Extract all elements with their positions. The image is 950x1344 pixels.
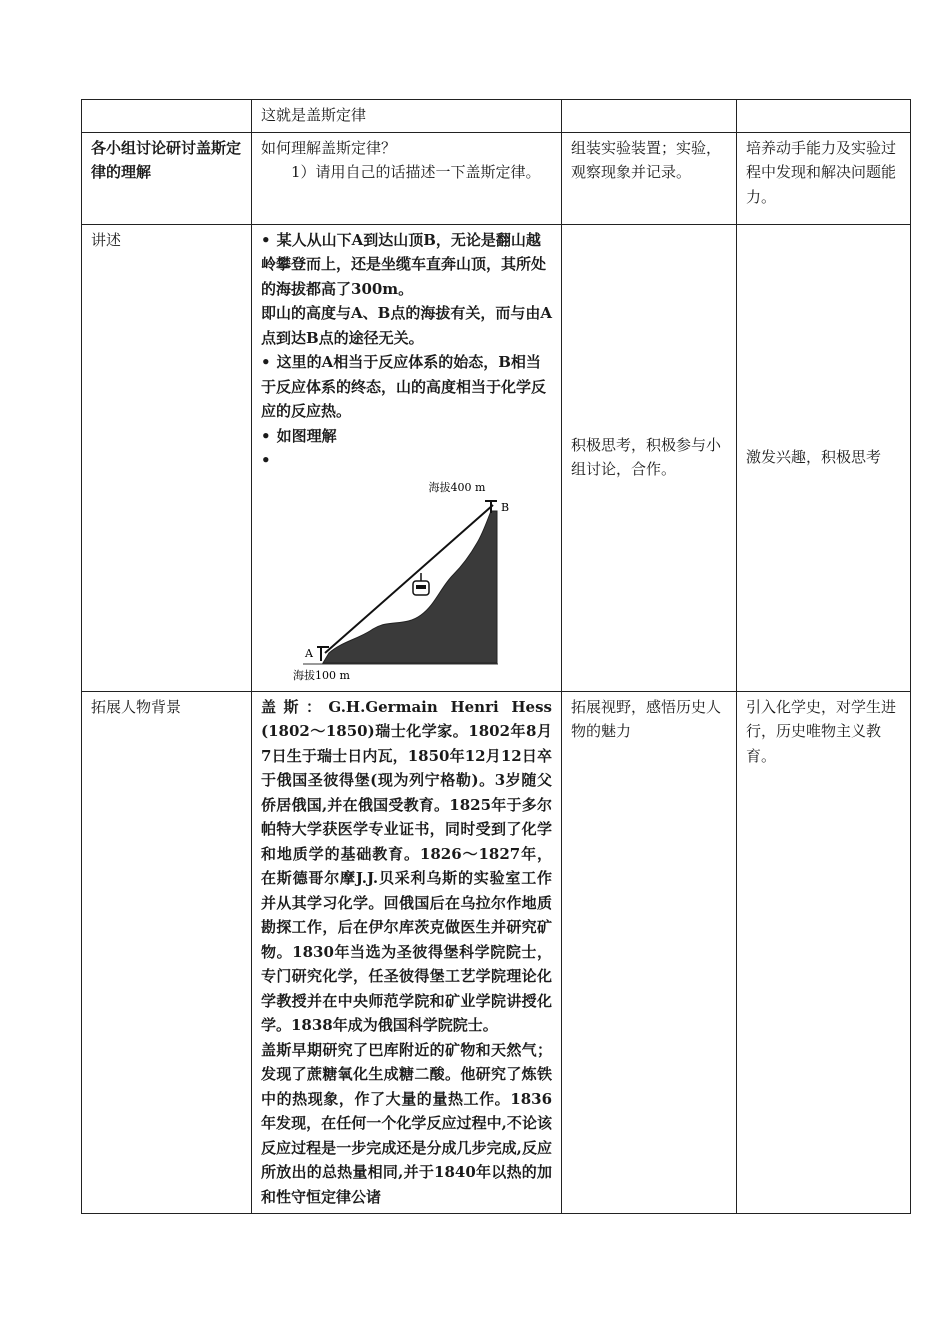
label-top-altitude: 海拔400 m <box>428 480 486 494</box>
paragraph: 盖斯：G.H.Germain Henri Hess (1802～1850)瑞士化学家。1802年8月7日生于瑞士日内瓦，1850年12月12日卒于俄国圣彼得堡(现为列宁格勒)。3岁随父侨居俄国,并在俄国受教育。1825年于多尔帕特大学获医学专业证书，同时受到了化学和地质学的基础教育。1826～1827年，在斯德哥尔摩J.J.贝采利乌斯的实验室工作并从其学习化学。回俄国后在乌拉尔作地质勘探工作，后在伊尔库茨克做医生并研究矿物。1830年当选为圣彼得堡科学院院士，专门研究化学，任圣彼得堡工艺学院理论化学教授并在中央师范学院和矿业学院讲授化学。1838年成为俄国科学院院士。 <box>261 697 552 1034</box>
paragraph: • 如图理解 <box>261 424 552 449</box>
label-point-a: A <box>305 646 313 660</box>
cell-student-activity: 拓展视野，感悟历史人物的魅力 <box>562 691 737 1214</box>
cell-teacher-activity <box>252 691 562 1214</box>
paragraph: 即山的高度与A、B点的海拔有关，而与由A点到达B点的途径无关。 <box>261 304 552 347</box>
paragraph: 盖斯早期研究了巴库附近的矿物和天然气；发现了蔗糖氧化生成糖二酸。他研究了炼铁中的热现象，作了大量的量热工作。1836年发现，在任何一个化学反应过程中,不论该反应过程是一步完成还是分成几步完成,反应所放出的总热量相同,并于1840年以热的加和性守恒定律公诸 <box>261 1040 552 1206</box>
cell-teacher-activity <box>252 132 562 224</box>
cell-student-activity: 组装实验装置；实验，观察现象并记录。 <box>562 132 737 224</box>
paragraph: • 这里的A相当于反应体系的始态，B相当于反应体系的终态，山的高度相当于化学反应的反应热。 <box>261 350 552 424</box>
cable-car-icon <box>413 573 429 595</box>
table-row <box>82 224 911 691</box>
cell-empty <box>562 100 737 133</box>
label-bottom-altitude: 海拔100 m <box>293 668 350 682</box>
label-point-b: B <box>501 500 510 514</box>
mountain-cable-car-figure <box>285 477 515 687</box>
cell-empty <box>737 100 911 133</box>
cell-teacher-activity <box>252 224 562 691</box>
question-item: 1）请用自己的话描述一下盖斯定律。 <box>291 163 541 181</box>
mountain-shape <box>323 511 497 663</box>
cell-hess-law-statement: 这就是盖斯定律 <box>252 100 562 133</box>
lesson-plan-table <box>81 99 911 1214</box>
table-row <box>82 132 911 224</box>
cell-design-intent: 培养动手能力及实验过程中发现和解决问题能力。 <box>737 132 911 224</box>
paragraph: • 某人从山下A到达山顶B，无论是翻山越岭攀登而上，还是坐缆车直奔山顶，其所处的海拔都高了300m。 <box>261 228 552 302</box>
bullet-empty <box>261 448 552 473</box>
question-text: 如何理解盖斯定律？ <box>261 138 397 157</box>
table-row <box>82 691 911 1214</box>
cell-empty <box>82 100 252 133</box>
cell-stage-lecture: 讲述 <box>82 224 252 691</box>
cell-student-activity: 积极思考，积极参与小组讨论，合作。 <box>562 224 737 691</box>
cell-stage-background: 拓展人物背景 <box>82 691 252 1214</box>
cell-design-intent: 引入化学史，对学生进行，历史唯物主义教育。 <box>737 691 911 1214</box>
cell-design-intent: 激发兴趣，积极思考 <box>737 224 911 691</box>
cell-stage-discussion: 各小组讨论研讨盖斯定律的理解 <box>82 132 252 224</box>
table-row <box>82 100 911 133</box>
